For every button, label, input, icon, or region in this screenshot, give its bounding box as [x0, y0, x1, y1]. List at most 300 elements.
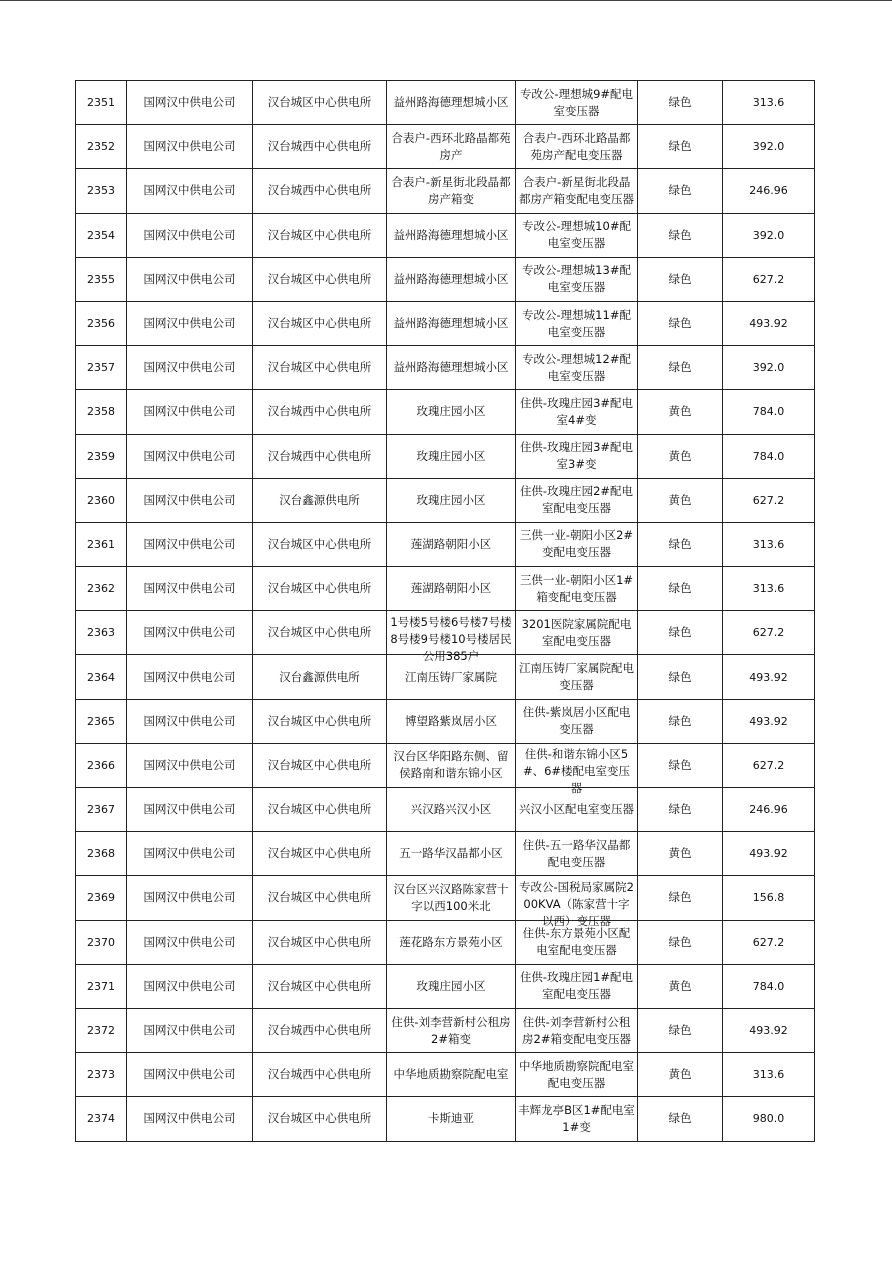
status-level-text: 绿色 [668, 581, 692, 596]
company-cell [127, 478, 253, 522]
location-text: 玫瑰庄园小区 [416, 404, 486, 419]
status-level-cell [638, 125, 723, 169]
row-number-cell [76, 1097, 127, 1141]
supply-station-text: 汉台城区中心供电所 [267, 581, 372, 596]
capacity-text: 493.92 [749, 1024, 788, 1038]
status-level-cell [638, 920, 723, 964]
company-text: 国网汉中供电公司 [143, 669, 236, 684]
capacity-text: 392.0 [752, 228, 785, 242]
supply-station-cell [253, 1008, 387, 1052]
row-number-text: 2364 [87, 670, 115, 684]
status-level-text: 绿色 [668, 227, 692, 242]
table-row [76, 611, 815, 655]
status-level-text: 绿色 [668, 802, 692, 817]
supply-station-text: 汉台城区中心供电所 [267, 536, 372, 551]
capacity-text: 392.0 [752, 361, 785, 375]
transformer-text: 专改公-理想城9#配电室变压器 [519, 86, 634, 118]
capacity-text: 493.92 [749, 670, 788, 684]
company-cell [127, 611, 253, 655]
supply-station-text: 汉台城区中心供电所 [267, 625, 372, 640]
table-row [76, 699, 815, 743]
row-number-cell [76, 567, 127, 611]
status-level-text: 黄色 [668, 1067, 692, 1082]
location-text: 汉台区兴汉路陈家营十字以西100米北 [393, 881, 509, 913]
capacity-text: 980.0 [752, 1112, 785, 1126]
capacity-text: 784.0 [752, 405, 785, 419]
table-row [76, 788, 815, 832]
capacity-text: 313.6 [752, 582, 785, 596]
transformer-cell [516, 1097, 638, 1141]
status-level-text: 黄色 [668, 404, 692, 419]
capacity-text: 493.92 [749, 714, 788, 728]
status-level-text: 绿色 [668, 890, 692, 905]
row-number-cell [76, 257, 127, 301]
table-row [76, 478, 815, 522]
location-cell [387, 699, 516, 743]
row-number-text: 2351 [87, 96, 115, 110]
transformer-text: 住供-刘李营新村公租房2#箱变配电变压器 [522, 1014, 631, 1046]
company-text: 国网汉中供电公司 [143, 846, 236, 861]
capacity-cell [723, 478, 815, 522]
capacity-cell [723, 213, 815, 257]
status-level-cell [638, 788, 723, 832]
capacity-text: 246.96 [749, 184, 788, 198]
capacity-cell [723, 434, 815, 478]
table-row [76, 743, 815, 787]
row-number-cell [76, 876, 127, 920]
supply-station-text: 汉台城区中心供电所 [267, 978, 372, 993]
company-cell [127, 567, 253, 611]
capacity-cell [723, 832, 815, 876]
row-number-cell [76, 346, 127, 390]
status-level-cell [638, 699, 723, 743]
status-level-cell [638, 611, 723, 655]
capacity-cell [723, 169, 815, 213]
capacity-cell [723, 522, 815, 566]
company-text: 国网汉中供电公司 [143, 492, 236, 507]
capacity-text: 156.8 [752, 891, 785, 905]
location-cell [387, 81, 516, 125]
table-row [76, 390, 815, 434]
supply-station-text: 汉台城区中心供电所 [267, 934, 372, 949]
company-cell [127, 655, 253, 699]
supply-station-cell [253, 1097, 387, 1141]
table-row [76, 567, 815, 611]
supply-station-cell [253, 169, 387, 213]
supply-station-text: 汉台鑫源供电所 [279, 492, 360, 507]
status-level-cell [638, 301, 723, 345]
table-row [76, 832, 815, 876]
status-level-cell [638, 876, 723, 920]
company-text: 国网汉中供电公司 [143, 1023, 236, 1038]
capacity-text: 627.2 [752, 493, 785, 507]
transformer-text: 丰辉龙亭B区1#配电室1#变 [518, 1102, 635, 1134]
supply-station-cell [253, 699, 387, 743]
status-level-text: 黄色 [668, 492, 692, 507]
transformer-cell [516, 832, 638, 876]
row-number-text: 2356 [87, 317, 115, 331]
capacity-text: 627.2 [752, 626, 785, 640]
capacity-text: 627.2 [752, 935, 785, 949]
transformer-text: 专改公-国税局家属院200KVA（陈家营十字以西）变压器 [519, 879, 634, 928]
location-text: 1号楼5号楼6号楼7号楼8号楼9号楼10号楼居民公用385户 [390, 614, 512, 663]
location-cell [387, 257, 516, 301]
transformer-cell [516, 81, 638, 125]
capacity-cell [723, 346, 815, 390]
row-number-cell [76, 655, 127, 699]
supply-station-text: 汉台城区中心供电所 [267, 757, 372, 772]
company-text: 国网汉中供电公司 [143, 448, 236, 463]
supply-station-cell [253, 655, 387, 699]
status-level-cell [638, 1008, 723, 1052]
location-cell [387, 301, 516, 345]
location-cell [387, 390, 516, 434]
status-level-cell [638, 213, 723, 257]
capacity-cell [723, 125, 815, 169]
location-cell [387, 832, 516, 876]
row-number-cell [76, 788, 127, 832]
transformer-cell [516, 655, 638, 699]
transformer-capacity-table [75, 80, 815, 1142]
capacity-text: 392.0 [752, 140, 785, 154]
supply-station-text: 汉台城区中心供电所 [267, 802, 372, 817]
capacity-text: 313.6 [752, 1068, 785, 1082]
company-cell [127, 1053, 253, 1097]
supply-station-cell [253, 213, 387, 257]
transformer-cell [516, 301, 638, 345]
row-number-cell [76, 743, 127, 787]
row-number-cell [76, 125, 127, 169]
table-row [76, 301, 815, 345]
capacity-cell [723, 1097, 815, 1141]
status-level-text: 绿色 [668, 757, 692, 772]
table-row [76, 522, 815, 566]
supply-station-text: 汉台城区中心供电所 [267, 227, 372, 242]
transformer-cell [516, 257, 638, 301]
status-level-text: 黄色 [668, 978, 692, 993]
status-level-text: 绿色 [668, 95, 692, 110]
table-row [76, 876, 815, 920]
transformer-cell [516, 390, 638, 434]
company-cell [127, 169, 253, 213]
row-number-text: 2357 [87, 361, 115, 375]
location-text: 益州路海德理想城小区 [393, 316, 509, 331]
capacity-text: 493.92 [749, 847, 788, 861]
capacity-cell [723, 257, 815, 301]
row-number-cell [76, 478, 127, 522]
company-cell [127, 832, 253, 876]
company-cell [127, 301, 253, 345]
location-text: 玫瑰庄园小区 [416, 978, 486, 993]
row-number-cell [76, 1008, 127, 1052]
supply-station-cell [253, 567, 387, 611]
location-cell [387, 125, 516, 169]
capacity-text: 313.6 [752, 537, 785, 551]
location-text: 五一路华汉晶都小区 [399, 846, 503, 861]
status-level-text: 黄色 [668, 846, 692, 861]
company-cell [127, 81, 253, 125]
company-cell [127, 213, 253, 257]
transformer-text: 专改公-理想城11#配电室变压器 [522, 307, 631, 339]
status-level-cell [638, 1053, 723, 1097]
row-number-cell [76, 832, 127, 876]
row-number-cell [76, 964, 127, 1008]
row-number-text: 2352 [87, 140, 115, 154]
table-row [76, 257, 815, 301]
location-text: 玫瑰庄园小区 [416, 492, 486, 507]
location-text: 博望路紫岚居小区 [405, 713, 497, 728]
supply-station-cell [253, 478, 387, 522]
status-level-cell [638, 743, 723, 787]
location-cell [387, 920, 516, 964]
supply-station-text: 汉台城西中心供电所 [267, 1023, 372, 1038]
capacity-cell [723, 788, 815, 832]
supply-station-text: 汉台鑫源供电所 [279, 669, 360, 684]
transformer-text: 专改公-理想城13#配电室变压器 [522, 263, 631, 295]
supply-station-cell [253, 390, 387, 434]
status-level-cell [638, 390, 723, 434]
capacity-cell [723, 920, 815, 964]
status-level-cell [638, 964, 723, 1008]
company-cell [127, 522, 253, 566]
supply-station-text: 汉台城区中心供电所 [267, 1111, 372, 1126]
transformer-cell [516, 567, 638, 611]
row-number-cell [76, 920, 127, 964]
supply-station-cell [253, 743, 387, 787]
location-text: 益州路海德理想城小区 [393, 95, 509, 110]
status-level-text: 绿色 [668, 1023, 692, 1038]
location-cell [387, 169, 516, 213]
status-level-text: 绿色 [668, 271, 692, 286]
status-level-text: 绿色 [668, 536, 692, 551]
capacity-cell [723, 1008, 815, 1052]
row-number-cell [76, 213, 127, 257]
company-text: 国网汉中供电公司 [143, 581, 236, 596]
supply-station-text: 汉台城区中心供电所 [267, 713, 372, 728]
company-text: 国网汉中供电公司 [143, 404, 236, 419]
location-cell [387, 611, 516, 663]
row-number-text: 2371 [87, 979, 115, 993]
supply-station-text: 汉台城区中心供电所 [267, 271, 372, 286]
status-level-text: 绿色 [668, 934, 692, 949]
location-cell [387, 567, 516, 611]
row-number-text: 2353 [87, 184, 115, 198]
supply-station-cell [253, 434, 387, 478]
row-number-text: 2365 [87, 714, 115, 728]
row-number-cell [76, 611, 127, 655]
status-level-cell [638, 169, 723, 213]
capacity-cell [723, 699, 815, 743]
status-level-text: 绿色 [668, 625, 692, 640]
row-number-cell [76, 434, 127, 478]
company-cell [127, 1097, 253, 1141]
row-number-text: 2360 [87, 493, 115, 507]
status-level-text: 绿色 [668, 316, 692, 331]
location-text: 玫瑰庄园小区 [416, 448, 486, 463]
location-text: 益州路海德理想城小区 [393, 271, 509, 286]
status-level-cell [638, 478, 723, 522]
company-text: 国网汉中供电公司 [143, 934, 236, 949]
supply-station-text: 汉台城区中心供电所 [267, 95, 372, 110]
company-text: 国网汉中供电公司 [143, 271, 236, 286]
row-number-text: 2359 [87, 449, 115, 463]
location-text: 益州路海德理想城小区 [393, 227, 509, 242]
supply-station-cell [253, 832, 387, 876]
status-level-text: 绿色 [668, 1111, 692, 1126]
transformer-text: 合表户-西环北路晶都苑房产配电变压器 [522, 130, 631, 162]
company-text: 国网汉中供电公司 [143, 978, 236, 993]
company-cell [127, 876, 253, 920]
status-level-text: 绿色 [668, 139, 692, 154]
supply-station-text: 汉台城西中心供电所 [267, 139, 372, 154]
capacity-text: 627.2 [752, 758, 785, 772]
company-cell [127, 788, 253, 832]
table-row [76, 346, 815, 390]
table-row [76, 1008, 815, 1052]
supply-station-text: 汉台城西中心供电所 [267, 183, 372, 198]
company-text: 国网汉中供电公司 [143, 95, 236, 110]
location-text: 合表户-新星街北段晶都房产箱变 [391, 174, 511, 206]
location-cell [387, 213, 516, 257]
transformer-text: 住供-紫岚居小区配电变压器 [522, 705, 631, 737]
location-text: 江南压铸厂家属院 [405, 669, 497, 684]
supply-station-cell [253, 301, 387, 345]
row-number-text: 2374 [87, 1112, 115, 1126]
company-text: 国网汉中供电公司 [143, 890, 236, 905]
transformer-text: 3201医院家属院配电室配电变压器 [521, 616, 632, 648]
location-cell [387, 434, 516, 478]
table-row [76, 213, 815, 257]
company-cell [127, 434, 253, 478]
transformer-text: 专改公-理想城10#配电室变压器 [522, 219, 631, 251]
table-row [76, 81, 815, 125]
status-level-cell [638, 81, 723, 125]
row-number-text: 2366 [87, 758, 115, 772]
transformer-cell [516, 522, 638, 566]
capacity-cell [723, 611, 815, 655]
table-row [76, 1097, 815, 1141]
location-cell [387, 1053, 516, 1097]
location-cell [387, 743, 516, 787]
row-number-text: 2354 [87, 228, 115, 242]
capacity-text: 493.92 [749, 317, 788, 331]
capacity-cell [723, 81, 815, 125]
status-level-text: 绿色 [668, 669, 692, 684]
transformer-cell [516, 1008, 638, 1052]
supply-station-text: 汉台城区中心供电所 [267, 890, 372, 905]
row-number-text: 2369 [87, 891, 115, 905]
status-level-text: 黄色 [668, 448, 692, 463]
supply-station-cell [253, 257, 387, 301]
capacity-text: 627.2 [752, 272, 785, 286]
location-text: 莲湖路朝阳小区 [410, 536, 492, 551]
transformer-text: 住供-和谐东锦小区5#、6#楼配电室变压器 [522, 747, 631, 796]
row-number-cell [76, 81, 127, 125]
capacity-cell [723, 964, 815, 1008]
table-row [76, 434, 815, 478]
company-cell [127, 257, 253, 301]
row-number-text: 2372 [87, 1024, 115, 1038]
row-number-text: 2370 [87, 935, 115, 949]
transformer-text: 专改公-理想城12#配电室变压器 [522, 351, 631, 383]
company-cell [127, 964, 253, 1008]
transformer-text: 江南压铸厂家属院配电变压器 [519, 661, 634, 693]
row-number-text: 2373 [87, 1068, 115, 1082]
supply-station-cell [253, 1053, 387, 1097]
transformer-cell [516, 611, 638, 655]
transformer-cell [516, 169, 638, 213]
company-cell [127, 1008, 253, 1052]
supply-station-cell [253, 522, 387, 566]
transformer-text: 住供-玫瑰庄园3#配电室4#变 [519, 395, 634, 427]
location-cell [387, 522, 516, 566]
company-text: 国网汉中供电公司 [143, 713, 236, 728]
supply-station-cell [253, 346, 387, 390]
transformer-cell [516, 920, 638, 964]
company-cell [127, 920, 253, 964]
capacity-cell [723, 743, 815, 787]
location-cell [387, 1097, 516, 1141]
supply-station-text: 汉台城西中心供电所 [267, 404, 372, 419]
capacity-cell [723, 1053, 815, 1097]
supply-station-cell [253, 876, 387, 920]
supply-station-text: 汉台城区中心供电所 [267, 316, 372, 331]
location-text: 莲花路东方景苑小区 [399, 934, 503, 949]
row-number-cell [76, 1053, 127, 1097]
transformer-text: 住供-东方景苑小区配电室配电变压器 [522, 926, 631, 958]
company-text: 国网汉中供电公司 [143, 1111, 236, 1126]
company-cell [127, 390, 253, 434]
supply-station-text: 汉台城西中心供电所 [267, 1067, 372, 1082]
location-cell [387, 478, 516, 522]
table-row [76, 125, 815, 169]
supply-station-cell [253, 964, 387, 1008]
company-text: 国网汉中供电公司 [143, 757, 236, 772]
capacity-text: 313.6 [752, 96, 785, 110]
status-level-cell [638, 522, 723, 566]
location-text: 中华地质勘察院配电室 [393, 1067, 509, 1082]
location-text: 住供-刘李营新村公租房2#箱变 [391, 1014, 511, 1046]
company-text: 国网汉中供电公司 [143, 536, 236, 551]
location-text: 汉台区华阳路东侧、留侯路南和谐东锦小区 [393, 749, 509, 781]
status-level-cell [638, 346, 723, 390]
supply-station-cell [253, 611, 387, 655]
capacity-text: 784.0 [752, 449, 785, 463]
company-text: 国网汉中供电公司 [143, 227, 236, 242]
transformer-text: 住供-五一路华汉晶都配电变压器 [522, 837, 631, 869]
transformer-text: 住供-玫瑰庄园1#配电室配电变压器 [519, 970, 634, 1002]
row-number-cell [76, 522, 127, 566]
transformer-cell [516, 964, 638, 1008]
company-text: 国网汉中供电公司 [143, 316, 236, 331]
company-cell [127, 743, 253, 787]
status-level-cell [638, 257, 723, 301]
capacity-cell [723, 390, 815, 434]
transformer-cell [516, 1053, 638, 1097]
supply-station-cell [253, 125, 387, 169]
location-cell [387, 346, 516, 390]
transformer-text: 三供一业-朝阳小区2#变配电变压器 [519, 528, 634, 560]
supply-station-text: 汉台城区中心供电所 [267, 360, 372, 375]
company-text: 国网汉中供电公司 [143, 802, 236, 817]
transformer-cell [516, 699, 638, 743]
transformer-cell [516, 743, 638, 796]
status-level-cell [638, 567, 723, 611]
transformer-text: 住供-玫瑰庄园3#配电室3#变 [519, 440, 634, 472]
capacity-cell [723, 876, 815, 920]
row-number-text: 2362 [87, 582, 115, 596]
capacity-cell [723, 655, 815, 699]
